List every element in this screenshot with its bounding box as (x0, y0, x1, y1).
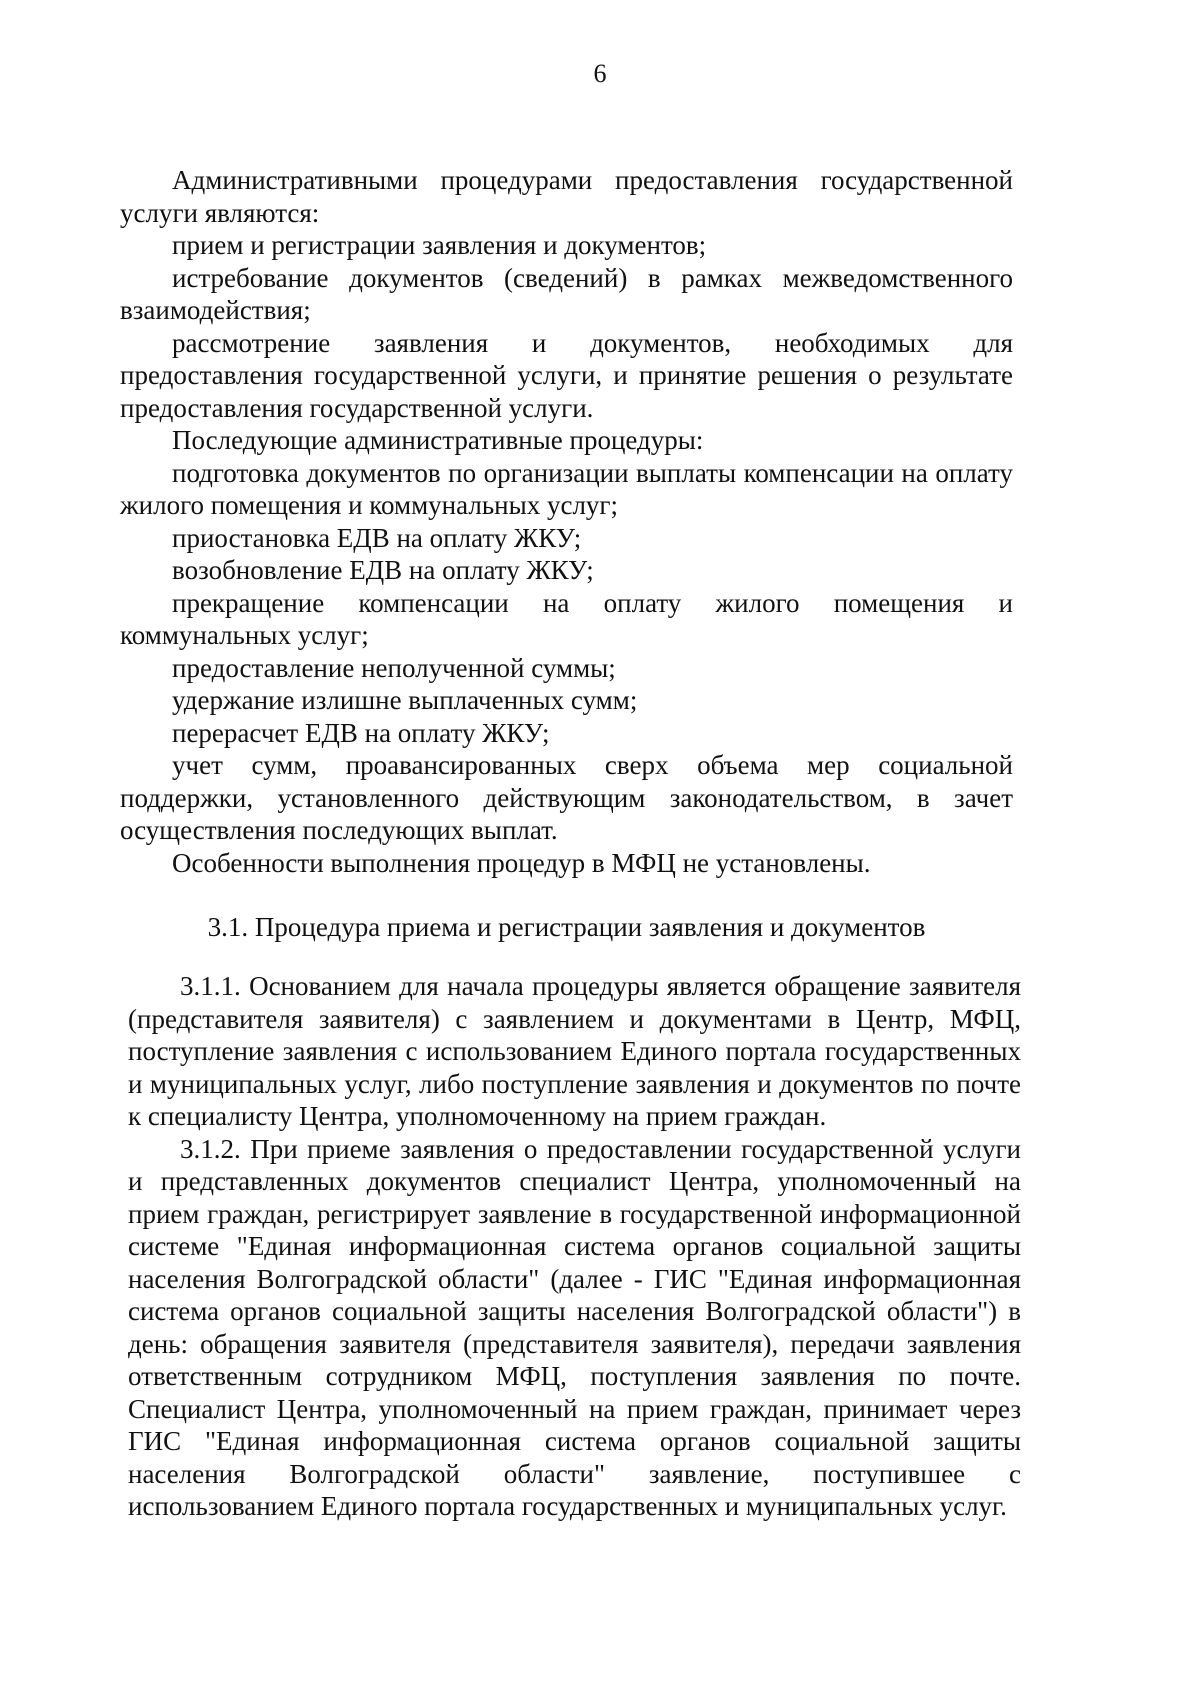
paragraph: 3.1.1. Основанием для начала процедуры является обращение заявителя (представителя заявителя) с заявлением и документами в Центр, МФЦ, поступление заявления с использованием Единого портала государственных и муниципальных услуг, либо поступление заявления и документов по почте к специалисту Центра, уполномоченному на прием граждан. (128, 971, 1021, 1131)
page-number: 6 (593, 59, 607, 88)
paragraph: Особенности выполнения процедур в МФЦ не установлены. (172, 847, 871, 878)
section-heading: 3.1. Процедура приема и регистрации заявления и документов (207, 912, 926, 943)
paragraph: удержание излишне выплаченных сумм; (172, 685, 638, 715)
section-heading-wrap (120, 879, 1013, 976)
paragraph: прекращение компенсации на оплату жилого помещения и коммунальных услуг; (120, 587, 1013, 650)
paragraph: рассмотрение заявления и документов, необходимых для предоставления государственной услуги, и принятие решения о результате предоставления государственной услуги. (120, 327, 1013, 423)
paragraph: прием и регистрации заявления и документов; (172, 230, 707, 260)
paragraph: подготовка документов по организации выплаты компенсации на оплату жилого помещения и коммунальных услуг; (120, 457, 1013, 520)
paragraph: Административными процедурами предоставления государственной услуги являются: (120, 165, 1013, 228)
procedures-list (120, 164, 1013, 976)
paragraph: учет сумм, проавансированных сверх объема мер социальной поддержки, установленного действующим законодательством, в зачет осуществления последующих выплат. (120, 750, 1013, 845)
paragraph: Последующие административные процедуры: (172, 425, 704, 455)
paragraph: перерасчет ЕДВ на оплату ЖКУ; (172, 717, 550, 748)
section-body (128, 970, 1021, 1523)
paragraph: 3.1.2. При приеме заявления о предоставлении государственной услуги и представленных документов специалист Центра, уполномоченный на прием граждан, регистрирует заявление в государственной информационной системе "Единая информационная система органов социальной защиты населения Волгоградской области" (далее - ГИС "Единая информационная система органов социальной защиты населения Волгоградской области") в день: обращения заявителя (представителя заявителя), передачи заявления ответственным сотрудником МФЦ, поступления заявления по почте. Специалист Центра, уполномоченный на прием граждан, принимает через ГИС "Единая информационная система органов социальной защиты населения Волгоградской области" заявление, поступившее с использованием Единого портала государственных и муниципальных услуг. (128, 1133, 1021, 1521)
paragraph: возобновление ЕДВ на оплату ЖКУ; (172, 555, 594, 585)
paragraph: предоставление неполученной суммы; (172, 652, 616, 683)
paragraph: приостановка ЕДВ на оплату ЖКУ; (172, 522, 582, 553)
paragraph: истребование документов (сведений) в рамках межведомственного взаимодействия; (120, 262, 1013, 325)
